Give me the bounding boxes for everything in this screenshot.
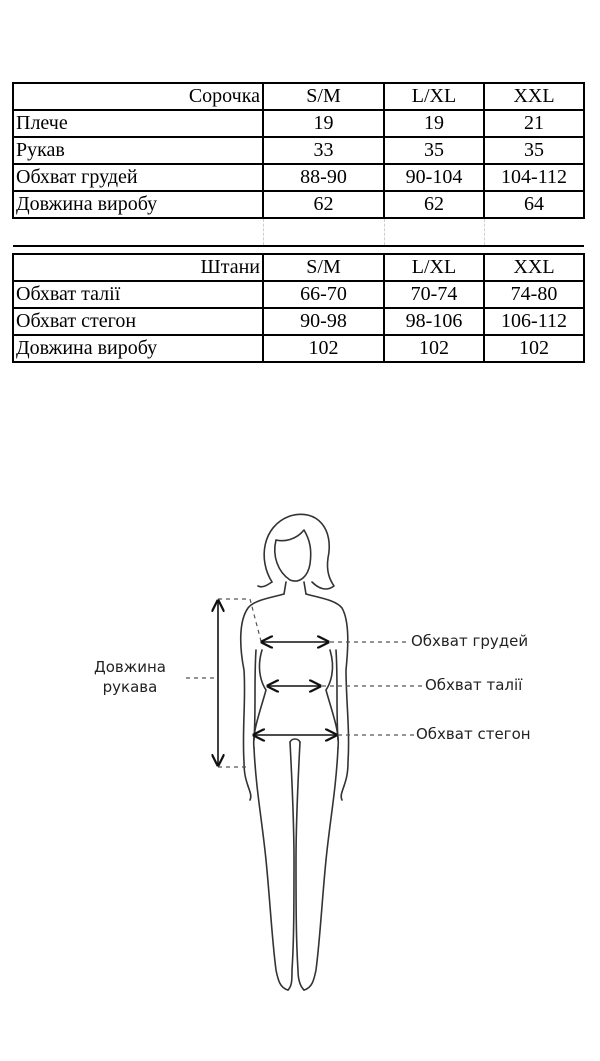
table-cell: 35 <box>484 137 584 164</box>
table-cell: 102 <box>484 335 584 362</box>
table-cell: 70-74 <box>384 281 484 308</box>
table-header-row <box>13 83 584 110</box>
table-cell: 33 <box>263 137 384 164</box>
table-row <box>13 281 584 308</box>
table-cell: 98-106 <box>384 308 484 335</box>
table-cell: 35 <box>384 137 484 164</box>
table-row <box>13 335 584 362</box>
table-spacer-row <box>13 218 584 246</box>
table-name: Сорочка <box>13 83 263 110</box>
table-cell: 64 <box>484 191 584 218</box>
row-label: Плече <box>13 110 263 137</box>
table-cell: 106-112 <box>484 308 584 335</box>
hips-label: Обхват стегон <box>416 725 531 743</box>
body-measurement-figure <box>0 500 600 1000</box>
table-cell: 88-90 <box>263 164 384 191</box>
table-cell: 66-70 <box>263 281 384 308</box>
shirt-size-table <box>12 82 585 247</box>
table-row <box>13 308 584 335</box>
spacer-cell <box>384 218 484 246</box>
table-row <box>13 110 584 137</box>
spacer-cell <box>484 218 584 246</box>
table-cell: 74-80 <box>484 281 584 308</box>
table-cell: 104-112 <box>484 164 584 191</box>
table-cell: 21 <box>484 110 584 137</box>
spacer-cell <box>13 218 263 246</box>
row-label: Обхват грудей <box>13 164 263 191</box>
row-label: Рукав <box>13 137 263 164</box>
waist-label: Обхват талії <box>425 676 523 694</box>
row-label: Довжина виробу <box>13 335 263 362</box>
table-cell: 102 <box>263 335 384 362</box>
table-row <box>13 164 584 191</box>
size-header: XXL <box>484 254 584 281</box>
table-name: Штани <box>13 254 263 281</box>
table-row <box>13 191 584 218</box>
table-cell: 102 <box>384 335 484 362</box>
sleeve-label-line2: рукава <box>102 678 158 696</box>
table-cell: 90-98 <box>263 308 384 335</box>
table-cell: 90-104 <box>384 164 484 191</box>
size-header: S/M <box>263 254 384 281</box>
table-header-row <box>13 254 584 281</box>
size-header: L/XL <box>384 254 484 281</box>
pants-size-table <box>12 253 585 363</box>
size-header: L/XL <box>384 83 484 110</box>
chest-label: Обхват грудей <box>411 632 529 650</box>
table-cell: 62 <box>384 191 484 218</box>
table-cell: 62 <box>263 191 384 218</box>
sleeve-label-line1: Довжина <box>94 658 166 676</box>
spacer-cell <box>263 218 384 246</box>
row-label: Довжина виробу <box>13 191 263 218</box>
size-header: XXL <box>484 83 584 110</box>
size-header: S/M <box>263 83 384 110</box>
sleeve-length-label <box>80 657 180 697</box>
table-cell: 19 <box>384 110 484 137</box>
body-outline-icon <box>0 500 600 1000</box>
row-label: Обхват талії <box>13 281 263 308</box>
table-cell: 19 <box>263 110 384 137</box>
table-row <box>13 137 584 164</box>
row-label: Обхват стегон <box>13 308 263 335</box>
